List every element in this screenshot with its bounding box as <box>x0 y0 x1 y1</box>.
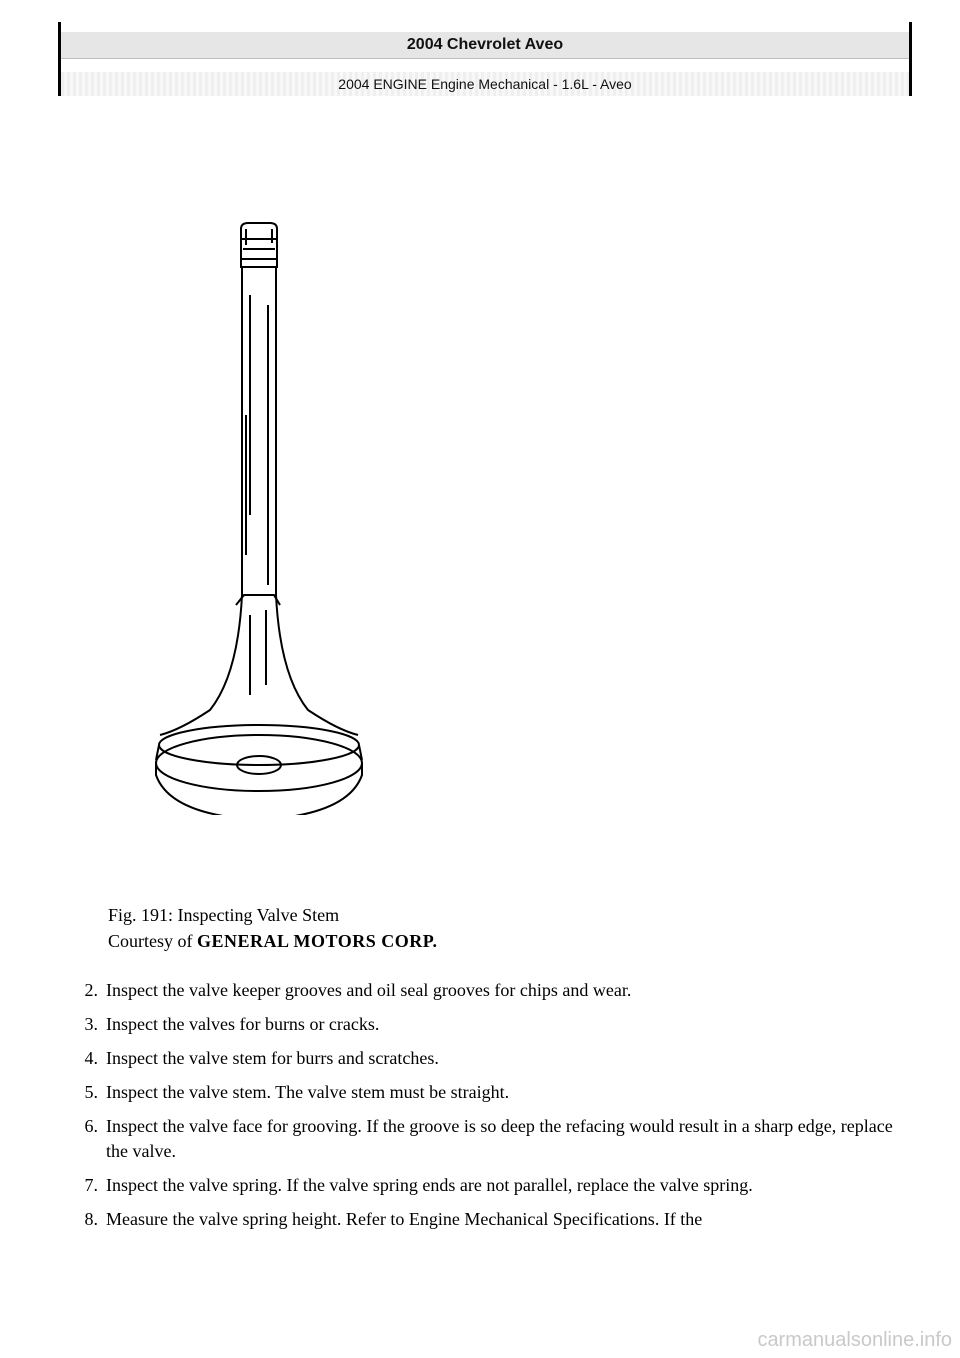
step-text: Inspect the valve stem. The valve stem must be straight. <box>106 1082 510 1102</box>
document-title: 2004 Chevrolet Aveo <box>61 32 909 59</box>
step-text: Measure the valve spring height. Refer to Engine Mechanical Specifications. If the <box>106 1209 703 1229</box>
document-header <box>58 22 912 96</box>
step-text: Inspect the valve spring. If the valve spring ends are not parallel, replace the valve spring. <box>106 1175 753 1195</box>
caption-prefix: Courtesy of <box>108 931 197 951</box>
step-text: Inspect the valve stem for burrs and scratches. <box>106 1048 439 1068</box>
step-text: Inspect the valves for burns or cracks. <box>106 1014 380 1034</box>
caption-courtesy <box>108 928 438 954</box>
list-item <box>76 1207 916 1232</box>
site-watermark[interactable]: carmanualsonline.info <box>757 1329 952 1351</box>
caption-company: GENERAL MOTORS CORP. <box>197 931 438 951</box>
step-text: Inspect the valve face for grooving. If the groove is so deep the refacing would result in a sharp edge, replace the valve. <box>106 1116 893 1161</box>
list-item <box>76 1080 916 1105</box>
list-item <box>76 1114 916 1164</box>
list-item <box>76 978 916 1003</box>
valve-drawing <box>156 223 362 815</box>
list-item <box>76 1012 916 1037</box>
valve-illustration <box>140 215 380 815</box>
step-number: 2. <box>84 980 98 1000</box>
figure-caption <box>108 902 438 954</box>
document-subtitle: 2004 ENGINE Engine Mechanical - 1.6L - Aveo <box>61 72 909 96</box>
step-number: 3. <box>84 1014 98 1034</box>
step-number: 4. <box>84 1048 98 1068</box>
caption-title: Fig. 191: Inspecting Valve Stem <box>108 905 340 925</box>
step-number: 7. <box>84 1175 98 1195</box>
step-number: 8. <box>84 1209 98 1229</box>
step-number: 5. <box>84 1082 98 1102</box>
list-item <box>76 1046 916 1071</box>
valve-stem-figure <box>140 215 380 815</box>
step-text: Inspect the valve keeper grooves and oil seal grooves for chips and wear. <box>106 980 632 1000</box>
list-item <box>76 1173 916 1198</box>
step-number: 6. <box>84 1116 98 1136</box>
inspection-steps <box>76 978 916 1241</box>
